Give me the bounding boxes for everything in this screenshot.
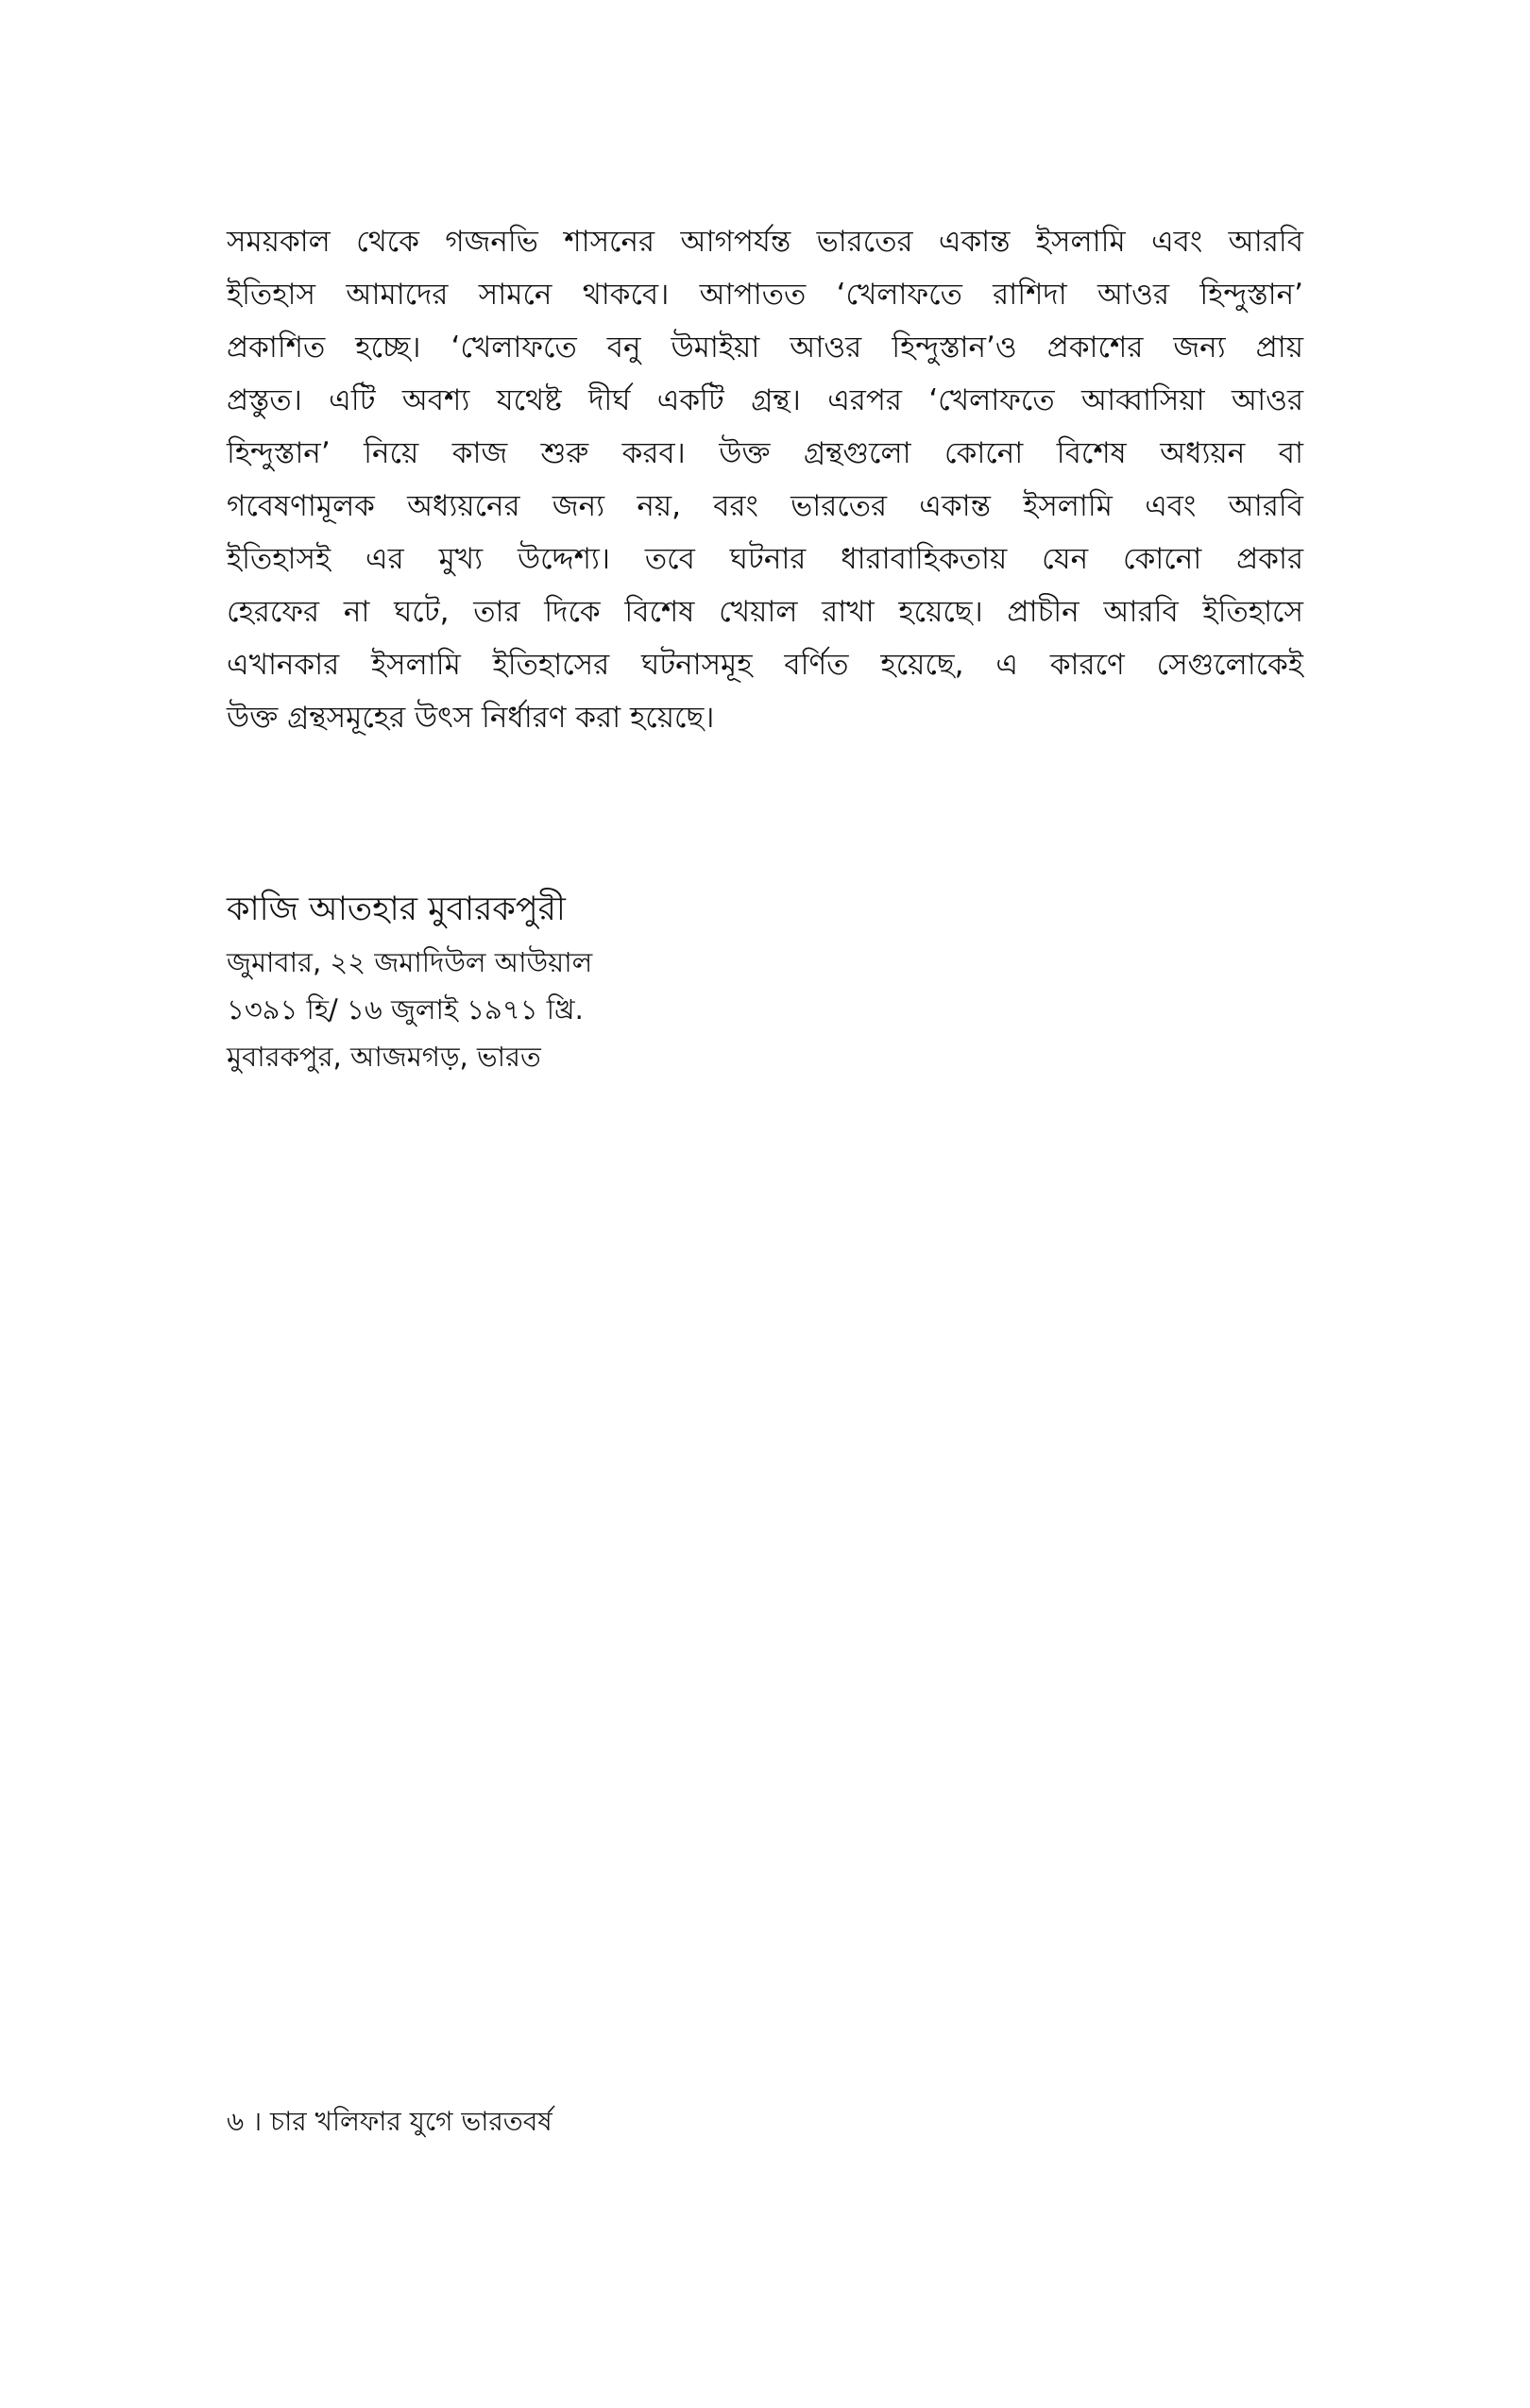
paragraph-line: প্রস্তুত। এটি অবশ্য যথেষ্ট দীর্ঘ একটি গ্রন্থ। এরপর ‘খেলাফতে আব্বাসিয়া আওর xyxy=(227,383,1303,417)
paragraph-line: ইতিহাস আমাদের সামনে থাকবে। আপাতত ‘খেলাফতে রাশিদা আওর হিন্দুস্তান’ xyxy=(227,278,1303,312)
author-name: কাজি আতহার মুবারকপুরী xyxy=(227,890,566,928)
paragraph-line: হিন্দুস্তান’ নিয়ে কাজ শুরু করব। উক্ত গ্রন্থগুলো কোনো বিশেষ অধ্যয়ন বা xyxy=(227,436,1303,470)
date-hijri-day: জুমাবার, ২২ জমাদিউল আউয়াল xyxy=(227,946,593,978)
paragraph-line: গবেষণামূলক অধ্যয়নের জন্য নয়, বরং ভারতের একান্ত ইসলামি এবং আরবি xyxy=(227,489,1303,523)
paragraph-line: এখানকার ইসলামি ইতিহাসের ঘটনাসমূহ বর্ণিত হয়েছে, এ কারণে সেগুলোকেই xyxy=(227,648,1303,682)
paragraph-line: সময়কাল থেকে গজনভি শাসনের আগপর্যন্ত ভারতের একান্ত ইসলামি এবং আরবি xyxy=(227,225,1303,259)
date-full: ১৩৯১ হি/ ১৬ জুলাই ১৯৭১ খ্রি. xyxy=(227,993,584,1026)
paragraph-line: প্রকাশিত হচ্ছে। ‘খেলাফতে বনু উমাইয়া আওর হিন্দুস্তান’ও প্রকাশের জন্য প্রায় xyxy=(227,331,1303,365)
signature-block xyxy=(227,880,1077,1080)
body-paragraph xyxy=(227,215,1303,744)
paragraph-line: উক্ত গ্রন্থসমূহের উৎস নির্ধারণ করা হয়েছে। xyxy=(227,701,715,735)
paragraph-line: হেরফের না ঘটে, তার দিকে বিশেষ খেয়াল রাখা হয়েছে। প্রাচীন আরবি ইতিহাসে xyxy=(227,595,1303,629)
place: মুবারকপুর, আজমগড়, ভারত xyxy=(227,1041,541,1073)
paragraph-line: ইতিহাসই এর মুখ্য উদ্দেশ্য। তবে ঘটনার ধারাবাহিকতায় যেন কোনো প্রকার xyxy=(227,542,1303,576)
page-footer: ৬ । চার খলিফার যুগে ভারতবর্ষ xyxy=(227,2106,552,2137)
